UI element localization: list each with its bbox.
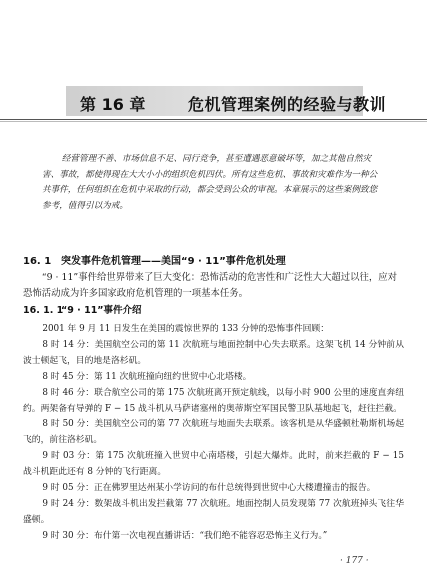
chapter-intro bbox=[42, 152, 385, 214]
section-intro bbox=[23, 270, 404, 302]
timeline-entry: 8 时 45 分：第 11 次航班撞向纽约世贸中心北塔楼。 bbox=[42, 371, 252, 382]
subsection-title: “9 · 11”事件介绍 bbox=[61, 305, 142, 316]
divider-line bbox=[0, 119, 427, 120]
intro-text: 经营管理不善、市场信息不足、同行竞争，甚至遭遇恶意破坏等，加之其他自然灾害、事故，都使得现在大大小小的组织危机四伏。所有这些危机、事故和灾难作为一种公共事件，任何组织在危机中采取的行动，都会受到公众的审视。本章展示的这些案例致您参考，值得引以为戒。 bbox=[42, 154, 378, 211]
section-number: 16. 1 bbox=[23, 256, 52, 267]
timeline bbox=[23, 322, 404, 545]
chapter-title: 危机管理案例的经验与教训 bbox=[188, 95, 387, 114]
timeline-entry: 8 时 50 分：美国航空公司的第 77 次航班与地面失去联系。该客机是从华盛顿杜勒斯机场起飞的，前往洛杉矶。 bbox=[23, 419, 404, 446]
timeline-entry: 9 时 05 分：正在佛罗里达州某小学访问的布什总统得到世贸中心大楼遭撞击的报告。 bbox=[42, 483, 376, 494]
section-title: 突发事件危机管理——美国“9 · 11”事件危机处理 bbox=[61, 256, 286, 267]
timeline-entry: 9 时 30 分：布什第一次电视直播讲话：“我们绝不能容忍恐怖主义行为。” bbox=[42, 530, 328, 541]
page-number: · 177 · bbox=[340, 556, 369, 566]
timeline-entry: 9 时 03 分：第 175 次航班撞入世贸中心南塔楼，引起大爆炸。此时，前来拦截的 F − 15 战斗机距此还有 8 分钟的飞行距离。 bbox=[23, 451, 404, 478]
divider-line-secondary bbox=[0, 121, 427, 122]
timeline-entry: 2001 年 9 月 11 日发生在美国的震惊世界的 133 分钟的恐怖事件回顾： bbox=[42, 324, 330, 334]
timeline-entry: 8 时 14 分：美国航空公司的第 11 次航班与地面控制中心失去联系。这架飞机 14 分钟前从波士顿起飞，目的地是洛杉矶。 bbox=[23, 339, 404, 366]
section-paragraph: “9 · 11”事件给世界带来了巨大变化：恐怖活动的危害性和广泛性大大超过以往，应对恐怖活动成为许多国家政府危机管理的一项基本任务。 bbox=[23, 272, 397, 299]
timeline-entry: 9 时 24 分：数架战斗机出发拦截第 77 次航班。地面控制人员发现第 77 次航班掉头飞往华盛顿。 bbox=[23, 498, 404, 525]
timeline-entry: 8 时 46 分：联合航空公司的第 175 次航班离开预定航线，以每小时 900 公里的速度直奔纽约。两架备有导弹的 F − 15 战斗机从马萨诸塞州的奥蒂斯空军国民警卫队基地起飞，赶往拦截。 bbox=[23, 387, 404, 414]
subsection-heading bbox=[23, 302, 142, 316]
subsection-number: 16. 1. 1 bbox=[23, 305, 64, 316]
chapter-number: 第 16 章 bbox=[80, 95, 146, 114]
section-heading bbox=[23, 252, 403, 267]
